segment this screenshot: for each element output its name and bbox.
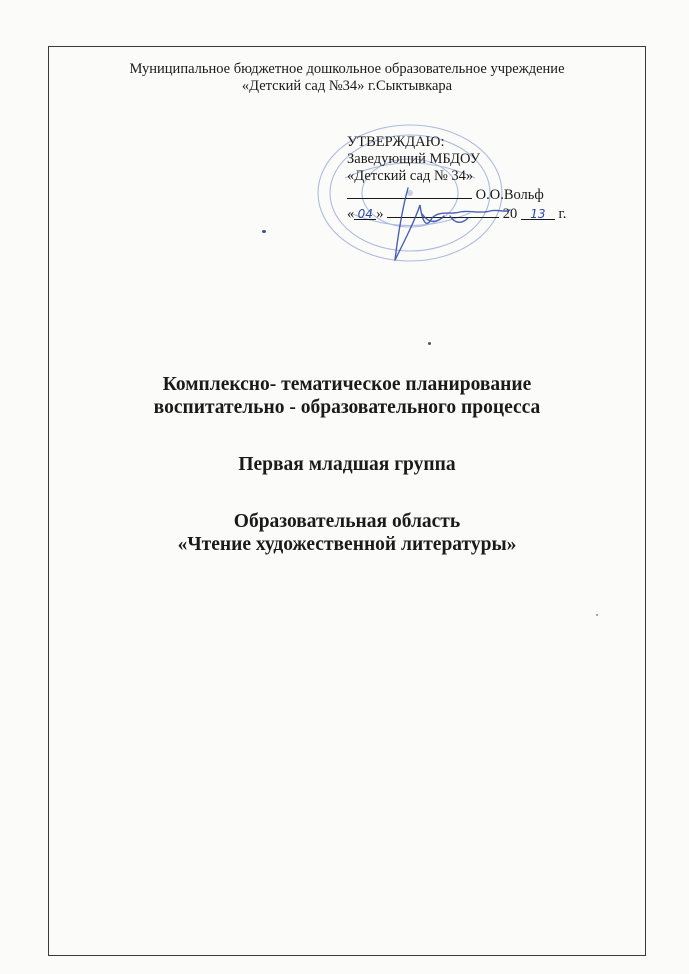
title-line-2: воспитательно - образовательного процесса (153, 397, 541, 418)
handwritten-signature (357, 180, 520, 270)
scan-speck (596, 614, 598, 616)
date-century: 20 (502, 206, 518, 222)
approval-org: «Детский сад № 34» (347, 168, 474, 184)
date-suffix: г. (558, 206, 567, 222)
educational-area (48, 510, 646, 556)
document-title (48, 373, 646, 419)
title-line-1: Комплексно- тематическое планирование (162, 374, 532, 395)
area-line-2: «Чтение художественной литературы» (177, 534, 517, 555)
date-quote-close: » (376, 206, 384, 222)
institution-header (48, 61, 646, 95)
scan-speck (428, 342, 431, 345)
date-quote-open: « (347, 206, 355, 222)
institution-line-2: «Детский сад №34» г.Сыктывкара (241, 78, 453, 94)
approval-name: О.О.Вольф (475, 187, 544, 203)
group-name: Первая младшая группа (238, 454, 456, 475)
approval-position: Заведующий МБДОУ (347, 151, 480, 167)
approval-heading: УТВЕРЖДАЮ: (347, 134, 445, 150)
date-year: 13 (530, 207, 546, 221)
institution-line-1: Муниципальное бюджетное дошкольное образовательное учреждение (129, 61, 565, 77)
scan-speck (262, 230, 266, 233)
date-day: 04 (357, 207, 373, 221)
area-line-1: Образовательная область (233, 511, 461, 532)
date-year-blank (521, 206, 555, 220)
